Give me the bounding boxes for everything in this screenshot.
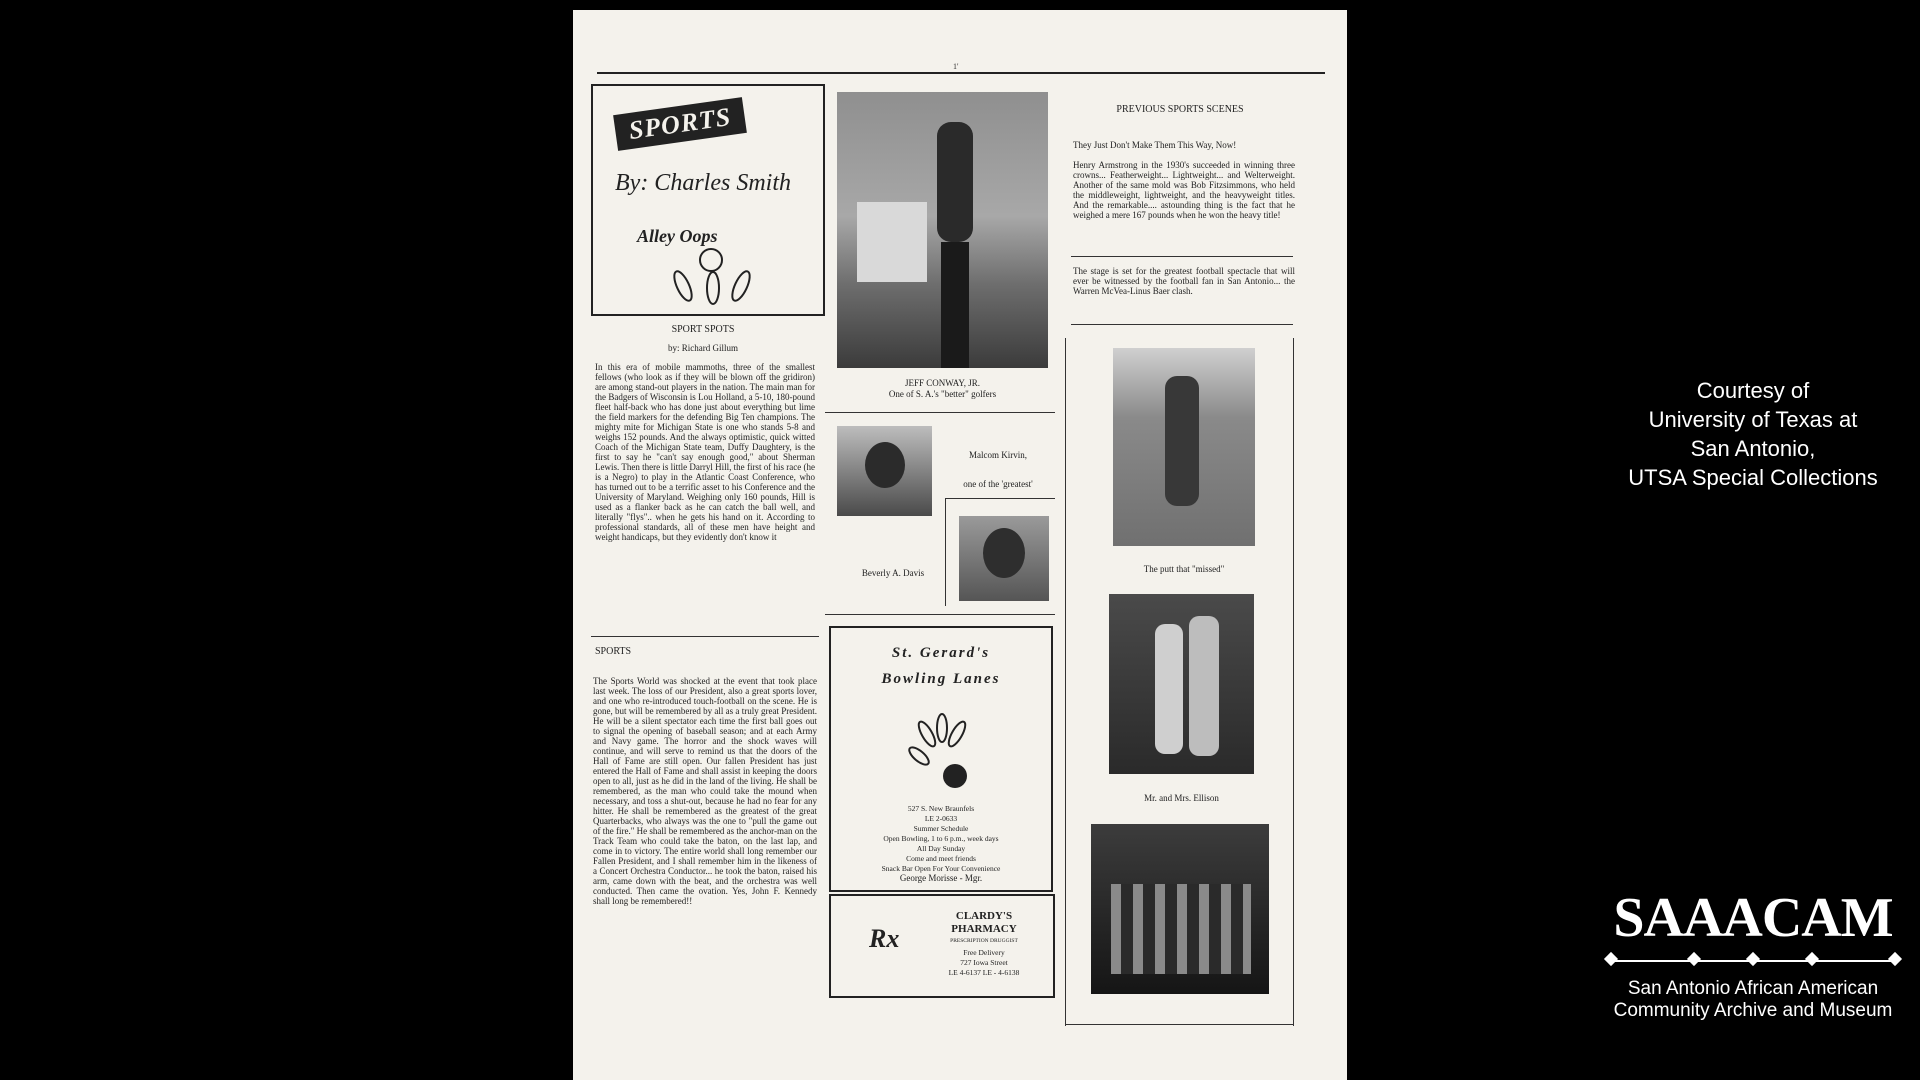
courtesy-credit xyxy=(1598,376,1908,492)
logo-ornament xyxy=(1604,952,1902,970)
pharmacy-delivery: Free Delivery xyxy=(963,948,1005,957)
pharmacy-tagline: PRESCRIPTION DRUGGIST xyxy=(950,938,1018,944)
previous-scenes-body2: The stage is set for the greatest football spectacle that will ever be witnessed by the football fan in San Antonio... the Warren McVea-Linus Baer clash. xyxy=(1073,266,1295,296)
malcom-desc: one of the 'greatest' xyxy=(963,479,1033,489)
sports-heading: SPORTS xyxy=(595,646,632,657)
sports-title: SPORTS xyxy=(613,97,747,151)
bowling-line5: Snack Bar Open For Your Convenience xyxy=(881,864,1001,873)
divider xyxy=(945,498,946,606)
putt-caption: The putt that "missed" xyxy=(1143,564,1225,574)
bowling-ad-title2: Bowling Lanes xyxy=(881,671,1001,687)
divider xyxy=(1293,338,1294,1026)
putt-photo xyxy=(1113,348,1255,546)
sports-body: The Sports World was shocked at the event that took place last week. The loss of our President, also a great sports lover, and one who re-introduced touch-football on the scene. He is gone, but will be remembered by all as a truly great President. He will be a silent spectator each time the first ball goes out to signal the opening of baseball season; and at each Army and Navy game. The horror and the shock waves will continue, and will serve to remind us that the doors of the Hall of Fame are still open. Our fallen President has just entered the Hall of Fame and shall assist in keeping the doors open to all, just as he did in the land of the living. He shall be remembered, as the man who could take the mound when necessary, and toss a shut-out, because he had no fear for any hitter. He shall be remembered as the greatest of the great Quarterbacks, who always was the one to "pull the game out of the fire." He shall be remembered as the anchor-man on the Track Team who could take the baton, on the last lap, and come in to victory. The entire world shall long remember our Fallen President, and I shall remember him in the likeness of a Concert Orchestra Conductor... he took the baton, raised his arm, came down with the beat, and the orchestra was well conducted. Then came the ovation. Yes, John F. Kennedy shall long be remembered!! xyxy=(593,676,817,906)
sport-spots-author: by: Richard Gillum xyxy=(668,343,738,353)
courtesy-line: UTSA Special Collections xyxy=(1628,465,1878,490)
byline: By: Charles Smith xyxy=(615,170,791,196)
folio: 1' xyxy=(953,62,959,71)
golfer-caption-desc: One of S. A.'s "better" golfers xyxy=(888,389,997,399)
logo-wordmark: SAAACAM xyxy=(1613,887,1893,949)
newspaper-page xyxy=(573,10,1347,1080)
pharmacy-name1: CLARDY'S xyxy=(955,910,1013,922)
divider xyxy=(1071,324,1293,325)
bowling-line2: Open Bowling, 1 to 6 p.m., week days xyxy=(883,834,999,843)
divider xyxy=(1065,338,1066,1026)
group-photo xyxy=(1091,824,1269,994)
previous-scenes-subhead: They Just Don't Make Them This Way, Now! xyxy=(1073,140,1237,150)
divider xyxy=(591,636,819,637)
beverly-davis-caption: Beverly A. Davis xyxy=(861,568,925,578)
st-gerards-bowling-ad xyxy=(829,626,1053,892)
rx-icon: Rx xyxy=(869,924,900,953)
logo-subtitle-line2: Community Archive and Museum xyxy=(1613,1000,1893,1021)
sport-spots-body: In this era of mobile mammoths, three of the smallest fellows (who look as if they will be blown off the gridiron) are among stand-out players in the nation. The main man for the Badgers of Wisconsin is Lou Holland, a 5-10, 180-pound fleet half-back who has done just about everything but lime the field markers for the defending Big Ten champions. The mighty mite for Michigan State is one who stands 5-8 and weighs 152 pounds. And the always optimistic, quick witted Coach of the Michigan State team, Duffy Daughtery, is the first to say he "can't say enough good," about Sherman Lewis. Then there is little Darryl Hill, the first of his race (he is a Negro) to play in the Atlantic Coast Conference, who has turned out to be a terrific asset to his Conference and the University of Maryland. Weighing only 160 pounds, Hill is used as a flanker back as he can catch the ball well, and literally "flys".. when he gets his hand on it. According to professional standards, all of these men have height and weight handicaps, but they evidently don't know it xyxy=(595,362,815,542)
bowling-address: 527 S. New Braunfels xyxy=(907,804,975,813)
bowling-pins-icon xyxy=(897,704,987,794)
golfer-caption-name: JEFF CONWAY, JR. xyxy=(904,378,981,388)
divider xyxy=(1071,256,1293,257)
divider xyxy=(945,498,1055,499)
malcom-kirvin-photo xyxy=(837,426,932,516)
clardys-pharmacy-ad xyxy=(829,894,1055,998)
ellison-photo xyxy=(1109,594,1254,774)
divider xyxy=(825,614,1055,615)
sport-spots-heading: SPORT SPOTS xyxy=(671,324,735,335)
courtesy-line: Courtesy of xyxy=(1696,378,1810,403)
beverly-davis-photo xyxy=(959,516,1049,601)
bowling-ad-title1: St. Gerard's xyxy=(891,645,991,661)
bowling-phone: LE 2-0633 xyxy=(924,814,958,823)
bowling-line1: Summer Schedule xyxy=(913,824,969,833)
saaacam-logo xyxy=(1594,888,1912,1022)
courtesy-line: University of Texas at xyxy=(1648,407,1858,432)
logo-subtitle-line1: San Antonio African American xyxy=(1627,978,1879,999)
ellison-caption: Mr. and Mrs. Ellison xyxy=(1144,793,1219,803)
bowling-line3: All Day Sunday xyxy=(916,844,966,853)
previous-scenes-heading: PREVIOUS SPORTS SCENES xyxy=(1116,104,1244,115)
bowling-manager: George Morisse - Mgr. xyxy=(899,873,983,883)
pharmacy-phones: LE 4-6137 LE - 4-6138 xyxy=(948,968,1020,977)
sports-masthead xyxy=(591,84,825,316)
golfer-photo xyxy=(837,92,1048,368)
courtesy-line: San Antonio, xyxy=(1690,436,1816,461)
bowling-line4: Come and meet friends xyxy=(906,854,976,863)
previous-scenes-body1: Henry Armstrong in the 1930's succeeded in winning three crowns... Featherweight... Lightweight... and Welterweight. Another of the same mold was Bob Fitzsimmons, who held the middleweight, lightweight, and the heavyweight titles. And the remarkable.... astounding thing is the fact that he weighed a mere 167 pounds when he won the heavy title! xyxy=(1073,160,1295,220)
alley-oops-title: Alley Oops xyxy=(637,226,718,246)
pharmacy-name2: PHARMACY xyxy=(951,923,1017,935)
malcom-name: Malcom Kirvin, xyxy=(969,450,1027,460)
bowling-pins-illustration xyxy=(653,246,773,306)
divider xyxy=(1065,1024,1293,1025)
top-rule xyxy=(597,72,1325,74)
pharmacy-street: 727 Iowa Street xyxy=(960,958,1008,967)
divider xyxy=(825,412,1055,413)
